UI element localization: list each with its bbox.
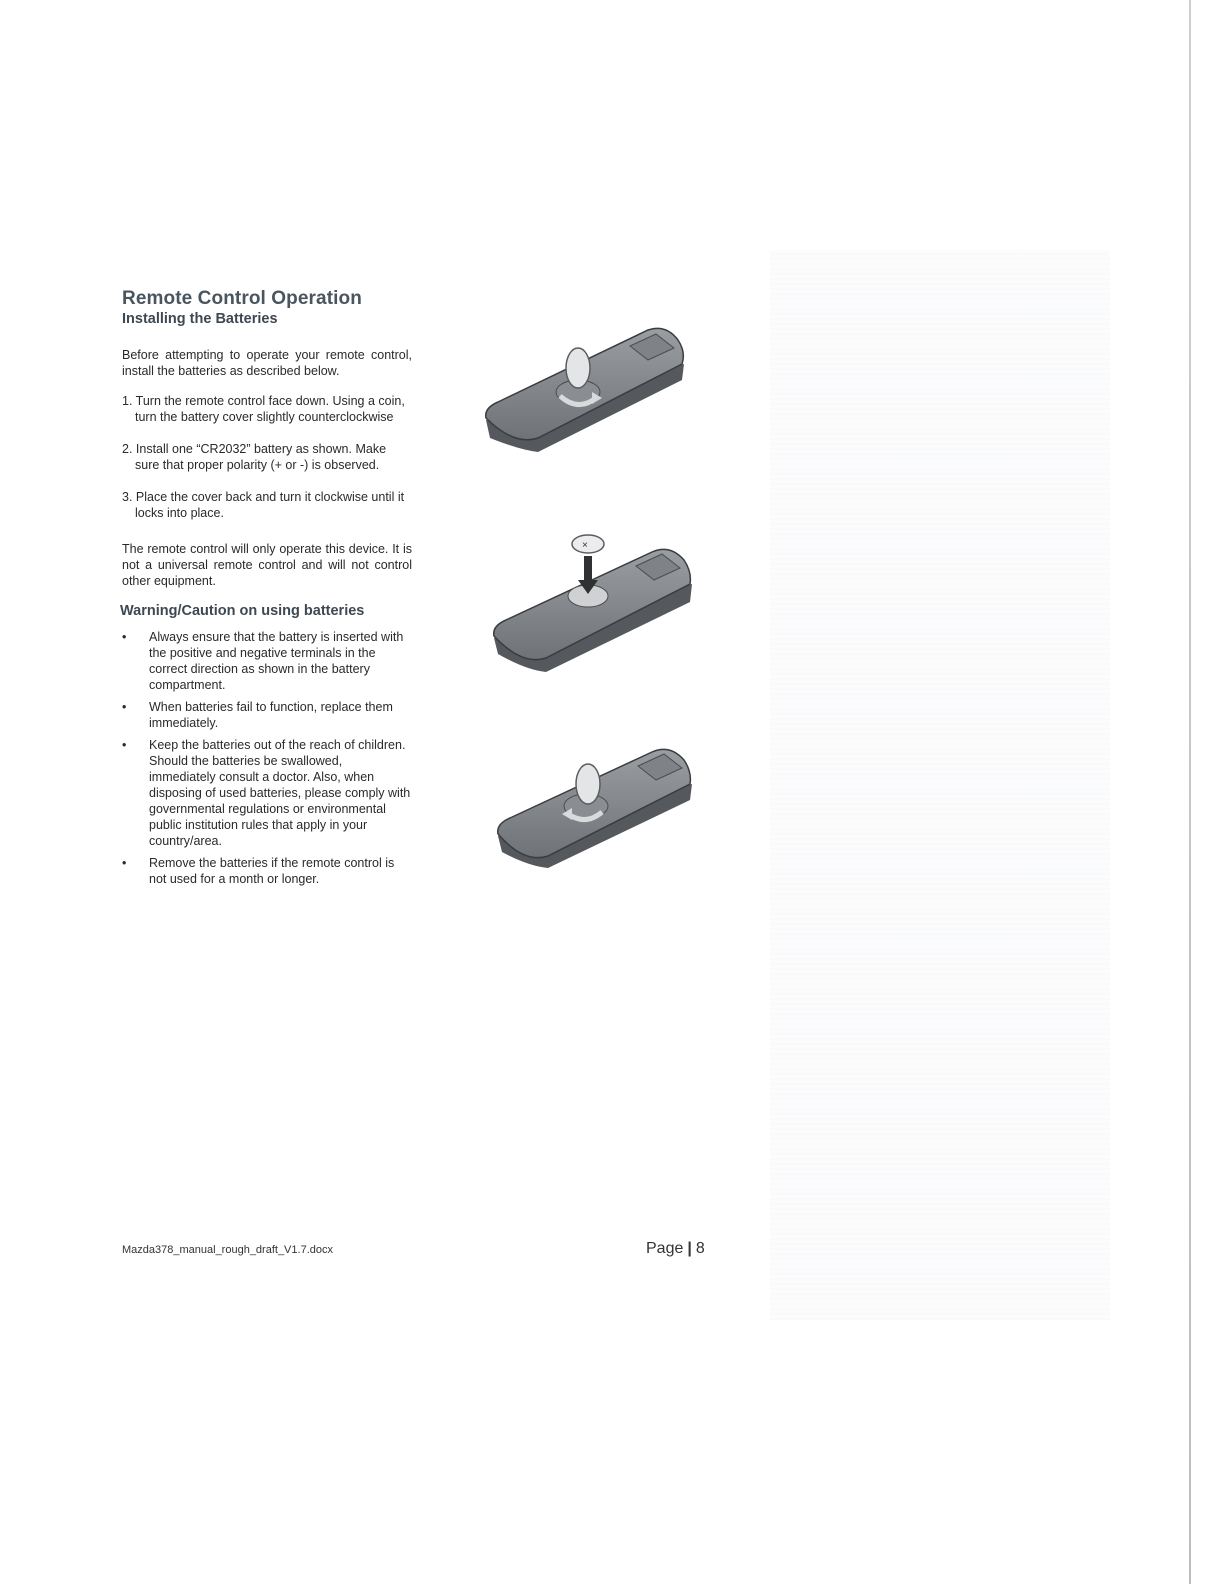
- show-through-panel: [770, 250, 1110, 1320]
- section-subtitle: Installing the Batteries: [122, 311, 278, 327]
- device-note: The remote control will only operate this device. It is not a universal remote control and will not control other equipment.: [122, 542, 412, 588]
- insert-arrow-icon: [584, 556, 592, 582]
- warning-item: [122, 855, 412, 887]
- bullet: •: [122, 738, 127, 752]
- page-label: Page: [646, 1240, 684, 1257]
- bullet: •: [122, 856, 127, 870]
- footer-filename: Mazda378_manual_rough_draft_V1.7.docx: [122, 1244, 333, 1256]
- coin-icon: [576, 764, 600, 804]
- step-3: 3. Place the cover back and turn it clockwise until it locks into place.: [122, 490, 405, 520]
- coin-icon: [566, 348, 590, 388]
- warning-item: [122, 737, 412, 849]
- figure-insert-battery: [490, 530, 705, 680]
- scan-edge: [1189, 0, 1191, 1584]
- warning-text: Remove the batteries if the remote control is not used for a month or longer.: [149, 856, 395, 886]
- intro-paragraph: Before attempting to operate your remote control, install the batteries as described below.: [122, 348, 412, 378]
- footer-page: [646, 1240, 705, 1258]
- warning-heading: Warning/Caution on using batteries: [120, 603, 365, 619]
- battery-icon: [572, 535, 604, 553]
- warning-text: Keep the batteries out of the reach of children. Should the batteries be swallowed, immediately consult a doctor. Also, when disposing of used batteries, please comply with governmental regulations or environmental public institution rules that apply in your country/area.: [149, 738, 411, 848]
- section-title: Remote Control Operation: [122, 288, 362, 309]
- page-number: 8: [695, 1240, 705, 1257]
- warning-list: [122, 629, 412, 887]
- text-column: [122, 288, 412, 893]
- bullet: •: [122, 700, 127, 714]
- warning-text: When batteries fail to function, replace them immediately.: [149, 700, 393, 730]
- warning-text: Always ensure that the battery is inserted with the positive and negative terminals in the correct direction as shown in the battery compartment.: [149, 630, 404, 692]
- figure-open-cover: [480, 320, 700, 460]
- bullet: •: [122, 630, 127, 644]
- warning-item: [122, 629, 412, 693]
- steps-list: [122, 393, 412, 521]
- step-2: 2. Install one “CR2032” battery as shown. Make sure that proper polarity (+ or -) is observed.: [122, 442, 387, 472]
- page-separator: |: [687, 1240, 692, 1257]
- step-1: 1. Turn the remote control face down. Using a coin, turn the battery cover slightly counterclockwise: [122, 394, 405, 424]
- battery-polarity-mark: ×: [582, 540, 588, 551]
- warning-item: [122, 699, 412, 731]
- figure-close-cover: [494, 740, 704, 875]
